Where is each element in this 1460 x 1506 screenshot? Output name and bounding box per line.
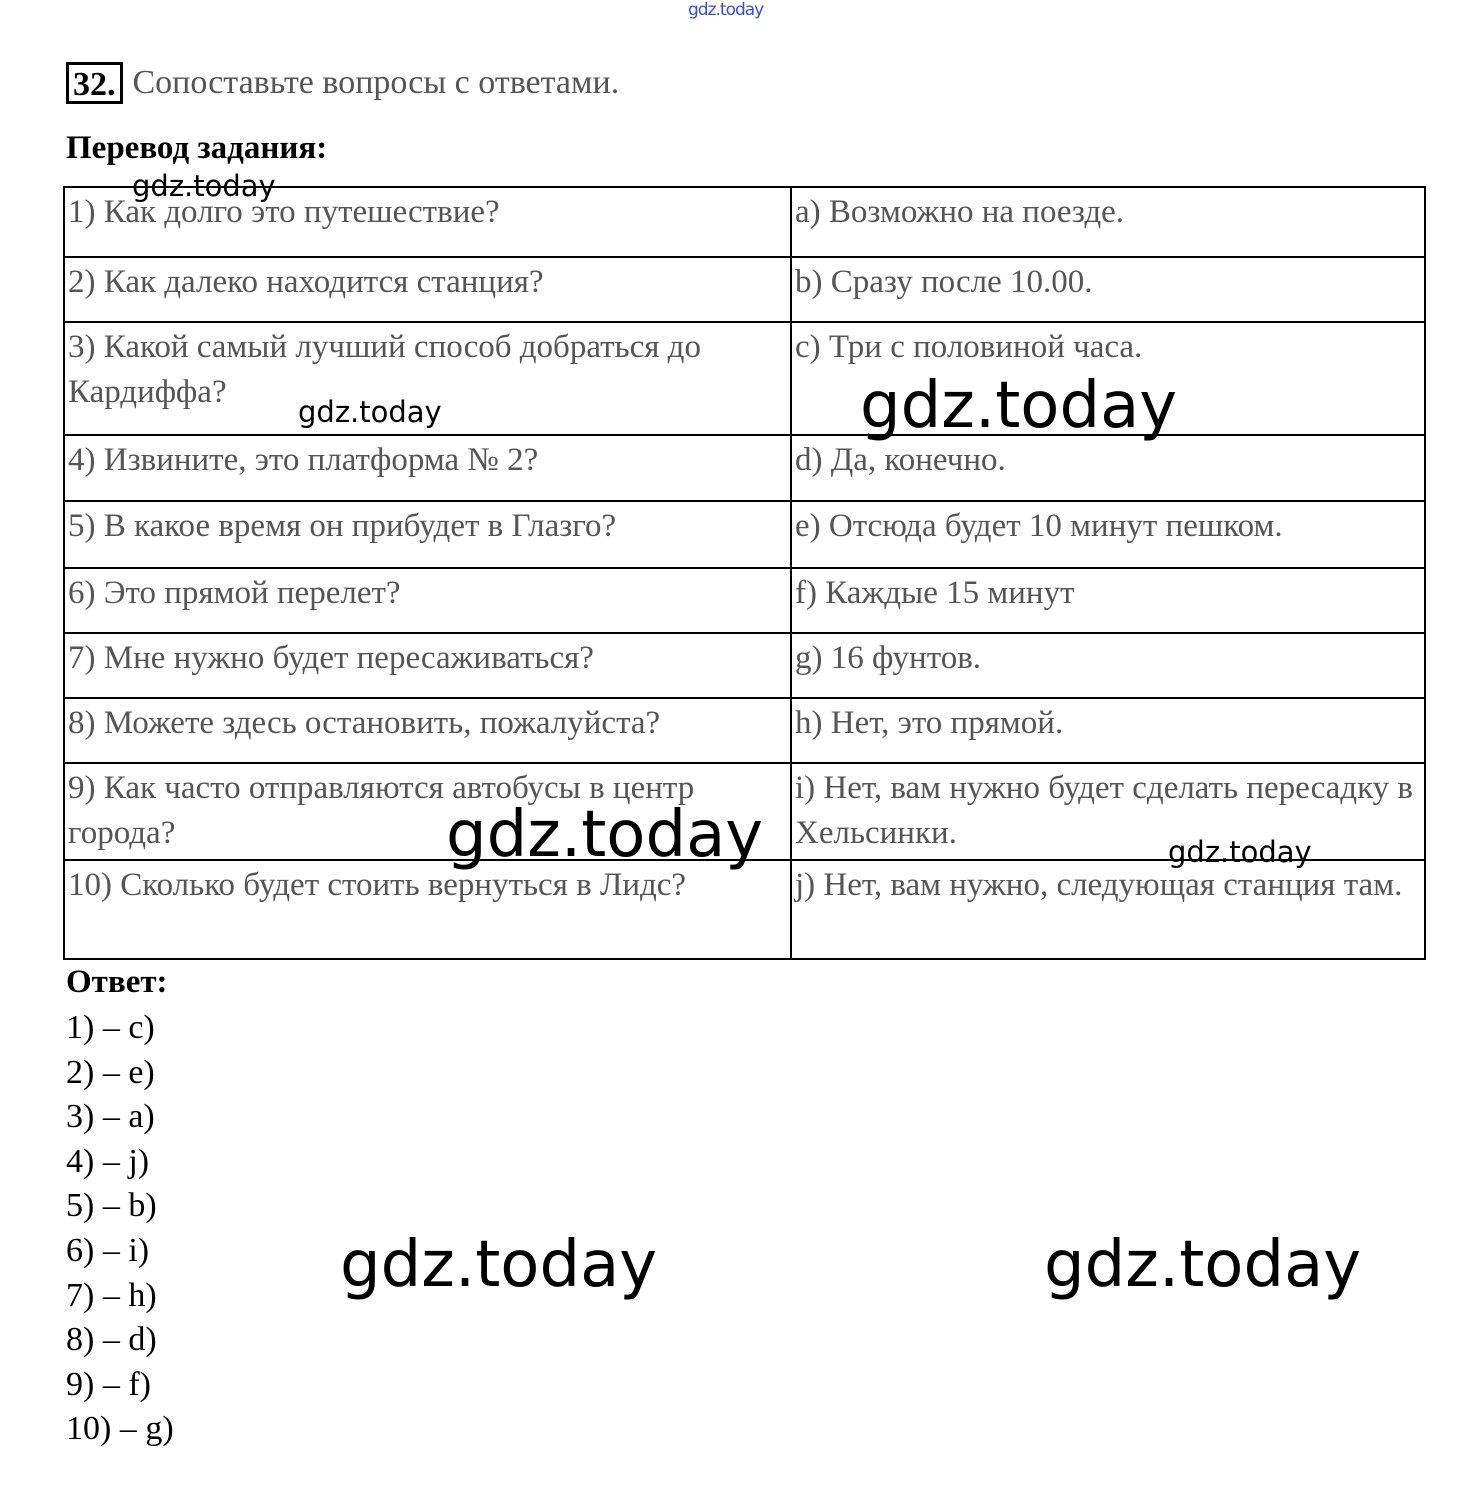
table-row	[64, 257, 1425, 322]
table-row	[64, 860, 1425, 959]
answer-cell: g) 16 фунтов.	[791, 633, 1425, 698]
question-cell: 5) В какое время он прибудет в Глазго?	[64, 501, 791, 568]
list-item: 4) – j)	[66, 1142, 150, 1180]
watermark: gdz.today	[446, 798, 764, 872]
table-row	[64, 633, 1425, 698]
answer-cell: a) Возможно на поезде.	[791, 187, 1425, 257]
table-row	[64, 698, 1425, 763]
watermark: gdz.today	[860, 369, 1178, 443]
list-item: 9) – f)	[66, 1365, 151, 1403]
watermark: gdz.today	[340, 1228, 658, 1302]
question-cell: 4) Извините, это платформа № 2?	[64, 435, 791, 501]
question-cell: 7) Мне нужно будет пересаживаться?	[64, 633, 791, 698]
list-item: 5) – b)	[66, 1187, 157, 1225]
answer-cell: d) Да, конечно.	[791, 435, 1425, 501]
task-number: 32.	[66, 62, 123, 104]
list-item: 6) – i)	[66, 1231, 150, 1269]
list-item: 8) – d)	[66, 1321, 157, 1359]
list-item: 2) – e)	[66, 1053, 155, 1091]
translation-heading: Перевод задания:	[66, 130, 328, 166]
task-header	[66, 62, 619, 104]
table-row	[64, 322, 1425, 435]
answer-cell: j) Нет, вам нужно, следующая станция там.	[791, 860, 1425, 959]
answer-list	[66, 1006, 174, 1452]
answer-cell: b) Сразу после 10.00.	[791, 257, 1425, 322]
question-cell: 6) Это прямой перелет?	[64, 568, 791, 633]
table-row	[64, 568, 1425, 633]
answer-cell: i) Нет, вам нужно будет сделать пересадку в Хельсинки.	[791, 763, 1425, 860]
list-item: 1) – c)	[66, 1009, 155, 1046]
list-item: 3) – a)	[66, 1098, 155, 1136]
list-item: 10) – g)	[66, 1410, 174, 1448]
task-instruction: Сопоставьте вопросы с ответами.	[132, 64, 620, 101]
table-row	[64, 501, 1425, 568]
answer-cell: h) Нет, это прямой.	[791, 698, 1425, 763]
watermark: gdz.today	[1044, 1228, 1362, 1302]
answer-cell: f) Каждые 15 минут	[791, 568, 1425, 633]
answer-heading: Ответ:	[66, 964, 168, 1000]
question-cell: 8) Можете здесь остановить, пожалуйста?	[64, 698, 791, 763]
watermark-top: gdz.today	[688, 0, 764, 20]
watermark: gdz.today	[298, 395, 442, 429]
watermark: gdz.today	[132, 169, 276, 203]
question-cell: 1) Как долго это путешествие?	[64, 187, 791, 257]
question-cell: 2) Как далеко находится станция?	[64, 257, 791, 322]
list-item: 7) – h)	[66, 1276, 157, 1314]
question-cell: 9) Как часто отправляются автобусы в центр города?	[64, 763, 791, 860]
answer-cell: e) Отсюда будет 10 минут пешком.	[791, 501, 1425, 568]
question-cell: 3) Какой самый лучший способ добраться до Кардиффа?	[64, 322, 791, 435]
watermark: gdz.today	[1168, 835, 1312, 869]
answer-cell: c) Три с половиной часа.	[791, 322, 1425, 435]
table-row	[64, 435, 1425, 501]
question-cell: 10) Сколько будет стоить вернуться в Лидс?	[64, 860, 791, 959]
